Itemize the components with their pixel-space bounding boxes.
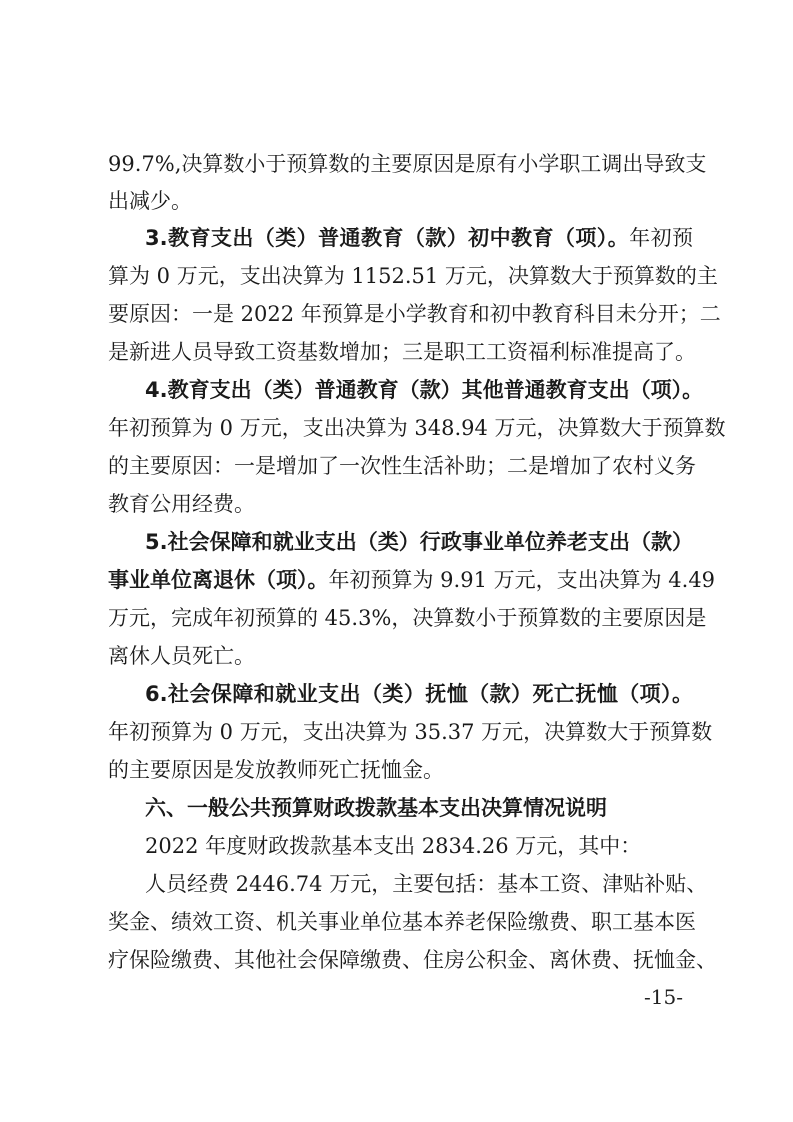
paragraph-line: 出减少。 (108, 189, 192, 213)
item-6-title: 社会保障和就业支出（类）抚恤（款）死亡抚恤（项）。 (167, 682, 693, 706)
item-5-title: 社会保障和就业支出（类）行政事业单位养老支出（款） (167, 530, 693, 554)
paragraph-line: 99.7%,决算数小于预算数的主要原因是原有小学职工调出导致支 (108, 152, 707, 176)
item-3-text: 年初预 (629, 226, 694, 250)
paragraph-line: 奖金、绩效工资、机关事业单位基本养老保险缴费、职工基本医 (108, 910, 696, 934)
item-4-number: 4. (145, 378, 168, 402)
item-5-title-cont: 事业单位离退休（项）。 (108, 568, 329, 592)
paragraph-line: 人员经费 2446.74 万元，主要包括：基本工资、津贴补贴、 (145, 872, 708, 896)
paragraph-line: 的主要原因是发放教师死亡抚恤金。 (108, 758, 444, 782)
paragraph-line: 要原因：一是 2022 年预算是小学教育和初中教育科目未分开；二 (108, 302, 721, 326)
paragraph-line: 算为 0 万元，支出决算为 1152.51 万元，决算数大于预算数的主 (108, 264, 718, 288)
item-5-second-line (108, 568, 716, 592)
item-4-first-line (145, 378, 704, 402)
item-3-number: 3. (145, 226, 168, 250)
section-intro: 2022 年度财政拨款基本支出 2834.26 万元，其中： (145, 834, 642, 858)
paragraph-line: 万元，完成年初预算的 45.3%，决算数小于预算数的主要原因是 (108, 606, 707, 630)
paragraph-line: 年初预算为 0 万元，支出决算为 348.94 万元，决算数大于预算数 (108, 416, 726, 440)
item-3-first-line (145, 226, 693, 250)
item-5-number: 5. (145, 530, 168, 554)
item-5-first-line (145, 530, 693, 554)
item-5-text: 年初预算为 9.91 万元，支出决算为 4.49 (328, 568, 716, 592)
paragraph-line: 是新进人员导致工资基数增加；三是职工工资福利标准提高了。 (108, 340, 696, 364)
section-heading: 六、一般公共预算财政拨款基本支出决算情况说明 (145, 796, 607, 820)
page-number: -15- (644, 985, 683, 1009)
item-6-number: 6. (145, 682, 168, 706)
paragraph-line: 教育公用经费。 (108, 492, 255, 516)
item-3-title: 教育支出（类）普通教育（款）初中教育（项）。 (167, 226, 630, 250)
paragraph-line: 的主要原因：一是增加了一次性生活补助；二是增加了农村义务 (108, 454, 696, 478)
paragraph-line: 疗保险缴费、其他社会保障缴费、住房公积金、离休费、抚恤金、 (108, 948, 717, 972)
item-4-title: 教育支出（类）普通教育（款）其他普通教育支出（项）。 (167, 378, 704, 402)
item-6-first-line (145, 682, 693, 706)
paragraph-line: 年初预算为 0 万元，支出决算为 35.37 万元，决算数大于预算数 (108, 720, 713, 744)
paragraph-line: 离休人员死亡。 (108, 644, 255, 668)
